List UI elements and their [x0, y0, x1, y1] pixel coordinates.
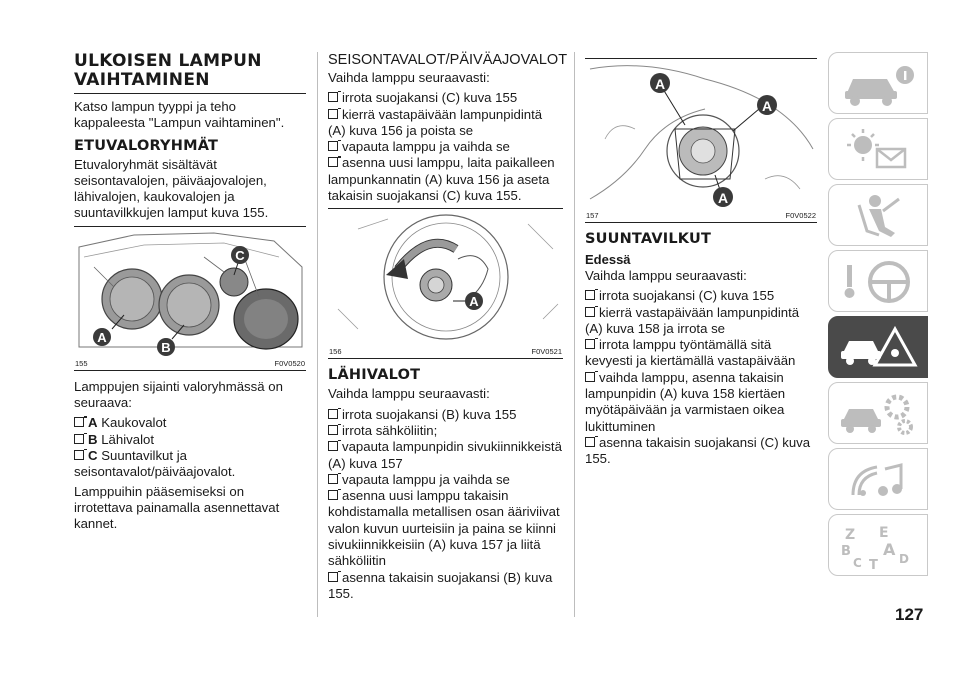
fig156-label-a: A: [469, 294, 479, 310]
figure-number: 155: [75, 358, 88, 368]
figure-code: F0V0522: [785, 211, 816, 220]
tab-index[interactable]: [828, 514, 928, 576]
bullet-box-icon: [328, 572, 338, 582]
bullet-box-icon: [328, 409, 338, 419]
steps-list: [585, 288, 817, 467]
bullet-box-icon: [74, 434, 84, 444]
list-item: vapauta lamppu ja vaihda se: [328, 472, 563, 488]
svg-text:E: E: [879, 525, 889, 541]
car-info-icon: [839, 59, 919, 109]
figure-caption: [328, 345, 563, 358]
tab-steering[interactable]: [828, 250, 928, 312]
groups-text: Etuvaloryhmät sisältävät seisontavalojen, päiväajovalojen, lähivalojen, kaukovalojen ja suuntavilkkujen lamput kuva 155.: [74, 156, 269, 221]
multimedia-icon: [839, 455, 919, 505]
steps-list: [328, 407, 563, 603]
bullet-box-icon: [328, 92, 338, 102]
lamp-label: Kaukovalot: [101, 415, 167, 431]
steering-wheel-icon: [839, 257, 919, 307]
intro-text: Katso lampun tyyppi ja teho kappaleesta "Lampun vaihtaminen".: [74, 99, 285, 131]
svg-text:D: D: [899, 552, 909, 566]
fig157-label-a-1: A: [654, 76, 666, 92]
page-number: 127: [895, 605, 924, 624]
chapter-tabs: [828, 52, 928, 580]
tab-car-info[interactable]: [828, 52, 928, 114]
figure-code: F0V0520: [274, 358, 305, 368]
subsection-heading: ETUVALORYHMÄT: [74, 137, 219, 154]
column-2: [328, 52, 568, 605]
column-divider: [574, 52, 575, 617]
bullet-box-icon: [328, 141, 338, 151]
column-1: [74, 52, 306, 536]
list-item: irrota lamppu työntämällä sitä kevyesti ja kiertämällä vastapäivään: [585, 337, 796, 369]
lamp-label: Lähivalot: [101, 431, 154, 447]
headlight-rear-illustration: [74, 227, 306, 357]
warning-lights-icon: [839, 125, 919, 175]
headlight-clips-illustration: [585, 59, 817, 209]
svg-text:Z: Z: [845, 527, 856, 543]
bullet-box-icon: [585, 307, 595, 317]
bullet-box-icon: [585, 339, 595, 349]
lamp-key: C: [88, 447, 98, 463]
section-heading-rule: [74, 52, 306, 94]
car-warning-icon: [839, 323, 919, 373]
fig155-label-b: B: [161, 339, 171, 355]
list-item: irrota suojakansi (B) kuva 155: [328, 407, 563, 423]
tab-seat-airbag[interactable]: [828, 184, 928, 246]
list-item: irrota sähköliitin;: [328, 423, 563, 439]
figure-code: F0V0521: [531, 347, 562, 357]
car-service-icon: [839, 389, 919, 439]
figure-caption: [585, 209, 817, 222]
fig157-label-a-2: A: [761, 98, 773, 114]
figure-156: [328, 208, 563, 359]
list-item: [74, 432, 306, 448]
seat-airbag-icon: [839, 191, 919, 241]
fig155-label-a: A: [97, 329, 107, 345]
index-icon: [839, 521, 919, 571]
intro-text: Vaihda lamppu seuraavasti:: [585, 268, 747, 283]
list-item: irrota suojakansi (C) kuva 155: [328, 90, 563, 106]
subsection-heading: LÄHIVALOT: [328, 367, 421, 384]
figure-number: 156: [329, 347, 342, 357]
bullet-box-icon: [328, 490, 338, 500]
bullet-box-icon: [74, 450, 84, 460]
svg-text:C: C: [853, 556, 862, 570]
tab-warning-lights[interactable]: [828, 118, 928, 180]
tab-car-service[interactable]: [828, 382, 928, 444]
list-item: asenna takaisin suojakansi (C) kuva 155.: [585, 434, 811, 467]
svg-text:A: A: [883, 540, 896, 559]
tab-multimedia[interactable]: [828, 448, 928, 510]
intro-text: Vaihda lamppu seuraavasti:: [328, 386, 490, 402]
fig155-label-c: C: [235, 247, 245, 263]
fig157-label-a-3: A: [717, 190, 729, 206]
bullet-box-icon: [74, 417, 84, 427]
bullet-box-icon: [585, 372, 595, 382]
lamps-text: Lamppujen sijainti valoryhmässä on seuraava:: [74, 378, 283, 411]
list-item: asenna takaisin suojakansi (B) kuva 155.: [328, 569, 553, 601]
steps-list: [328, 90, 563, 204]
lamp-label: Suuntavilkut ja seisontavalot/päiväajovalot.: [74, 447, 236, 480]
list-item: kierrä vastapäivään lampunpidintä (A) kuva 156 ja poista se: [328, 106, 543, 138]
list-item: vapauta lampunpidin sivukiinnikkeistä (A) kuva 157: [328, 439, 562, 471]
list-item: asenna uusi lamppu, laita paikalleen lampunkannatin (A) kuva 156 ja aseta takaisin suojakansi (C) kuva 155.: [328, 155, 555, 204]
bullet-box-icon: [328, 109, 338, 119]
svg-text:B: B: [841, 544, 851, 559]
figure-157: [585, 58, 817, 223]
section-heading: ULKOISEN LAMPUN VAIHTAMINEN: [74, 51, 262, 90]
bullet-box-icon: [585, 437, 595, 447]
access-text: Lamppuihin pääsemiseksi on irrotettava painamalla asennettavat kannet.: [74, 483, 280, 532]
list-item: asenna uusi lamppu takaisin kohdistamalla metallisen osan ääriviivat valon kuvun uurteisiin ja paina se kiinni sivukiinnikkeisiin (A) kuva 157 ja liitä sähköliitin: [328, 488, 560, 569]
bullet-box-icon: [585, 290, 595, 300]
bullet-box-icon: [328, 441, 338, 451]
column-divider: [317, 52, 318, 617]
list-item: vapauta lamppu ja vaihda se: [328, 139, 563, 155]
list-item: [74, 448, 306, 481]
bulb-holder-illustration: [328, 209, 563, 345]
figure-caption: [74, 357, 306, 370]
lamp-list: [74, 415, 306, 480]
bullet-box-icon: [328, 474, 338, 484]
lamp-key: A: [88, 415, 98, 431]
subheading: Edessä: [585, 252, 631, 267]
list-item: kierrä vastapäivään lampunpidintä (A) kuva 158 ja irrota se: [585, 304, 800, 336]
subsection-heading: SUUNTAVILKUT: [585, 231, 712, 247]
tab-car-warning[interactable]: [828, 316, 928, 378]
intro-text: Vaihda lamppu seuraavasti:: [328, 70, 490, 85]
svg-text:T: T: [869, 558, 878, 571]
lamp-key: B: [88, 431, 98, 447]
column-3: [585, 52, 817, 471]
figure-155: [74, 226, 306, 371]
figure-number: 157: [586, 211, 599, 220]
list-item: vaihda lamppu, asenna takaisin lampunpidin (A) kuva 158 kiertäen myötäpäivään ja varmistaen oikea lukittuminen: [585, 369, 786, 434]
bullet-box-icon: [328, 425, 338, 435]
list-item: [74, 415, 306, 431]
bullet-box-icon: [328, 157, 338, 167]
section-heading: SEISONTAVALOT/PÄIVÄAJOVALOT: [328, 52, 568, 68]
list-item: irrota suojakansi (C) kuva 155: [585, 288, 817, 304]
